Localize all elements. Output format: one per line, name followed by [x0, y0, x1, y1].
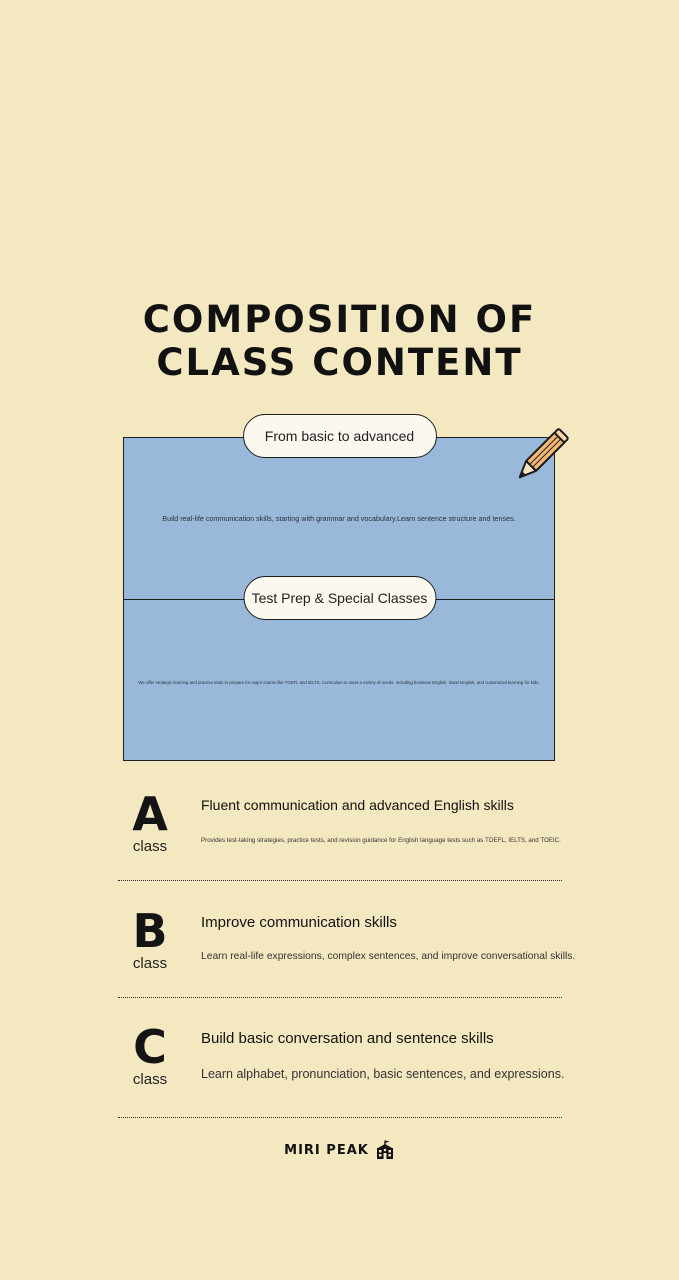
content-panel-test-prep	[123, 599, 555, 761]
class-heading: Build basic conversation and sentence skills	[201, 1030, 494, 1047]
class-word: class	[132, 955, 168, 972]
class-description: Learn alphabet, pronunciation, basic sentences, and expressions.	[201, 1067, 565, 1081]
class-word: class	[132, 1071, 168, 1088]
section-pill-test-prep: Test Prep & Special Classes	[243, 576, 436, 620]
class-b-row	[118, 897, 576, 1013]
page-title-line-2: CLASS CONTENT	[156, 341, 523, 384]
pencil-icon	[503, 428, 569, 494]
dotted-divider	[118, 997, 562, 998]
class-c-row	[118, 1013, 565, 1129]
school-building-icon	[375, 1140, 395, 1160]
class-letter: B	[132, 904, 168, 958]
dotted-divider	[118, 1117, 562, 1118]
dotted-divider	[118, 880, 562, 881]
class-letter: A	[132, 787, 168, 841]
panel-description: We offer strategic learning and practice tests to prepare for major exams like TOEFL and IELTS. Curriculum to meet a variety of needs, including business English, travel English, and customized learning for kids.	[138, 680, 540, 685]
panel-description: Build real-life communication skills, starting with grammar and vocabulary.Learn sentence structure and tenses.	[162, 514, 516, 523]
brand-footer	[0, 1140, 679, 1160]
section-pill-basic: From basic to advanced	[243, 414, 437, 458]
class-letter: C	[133, 1020, 167, 1074]
class-heading: Improve communication skills	[201, 914, 397, 931]
class-a-row	[118, 780, 562, 896]
brand-name: MIRI PEAK	[284, 1142, 369, 1158]
class-description: Provides test-taking strategies, practice tests, and revision guidance for English language tests such as TOEFL, IELTS, and TOEIC.	[201, 837, 561, 844]
class-description: Learn real-life expressions, complex sentences, and improve conversational skills.	[201, 951, 576, 962]
class-word: class	[132, 838, 168, 855]
class-heading: Fluent communication and advanced English skills	[201, 797, 514, 813]
page-title-line-1: COMPOSITION OF	[142, 298, 537, 341]
page-title	[0, 298, 679, 384]
